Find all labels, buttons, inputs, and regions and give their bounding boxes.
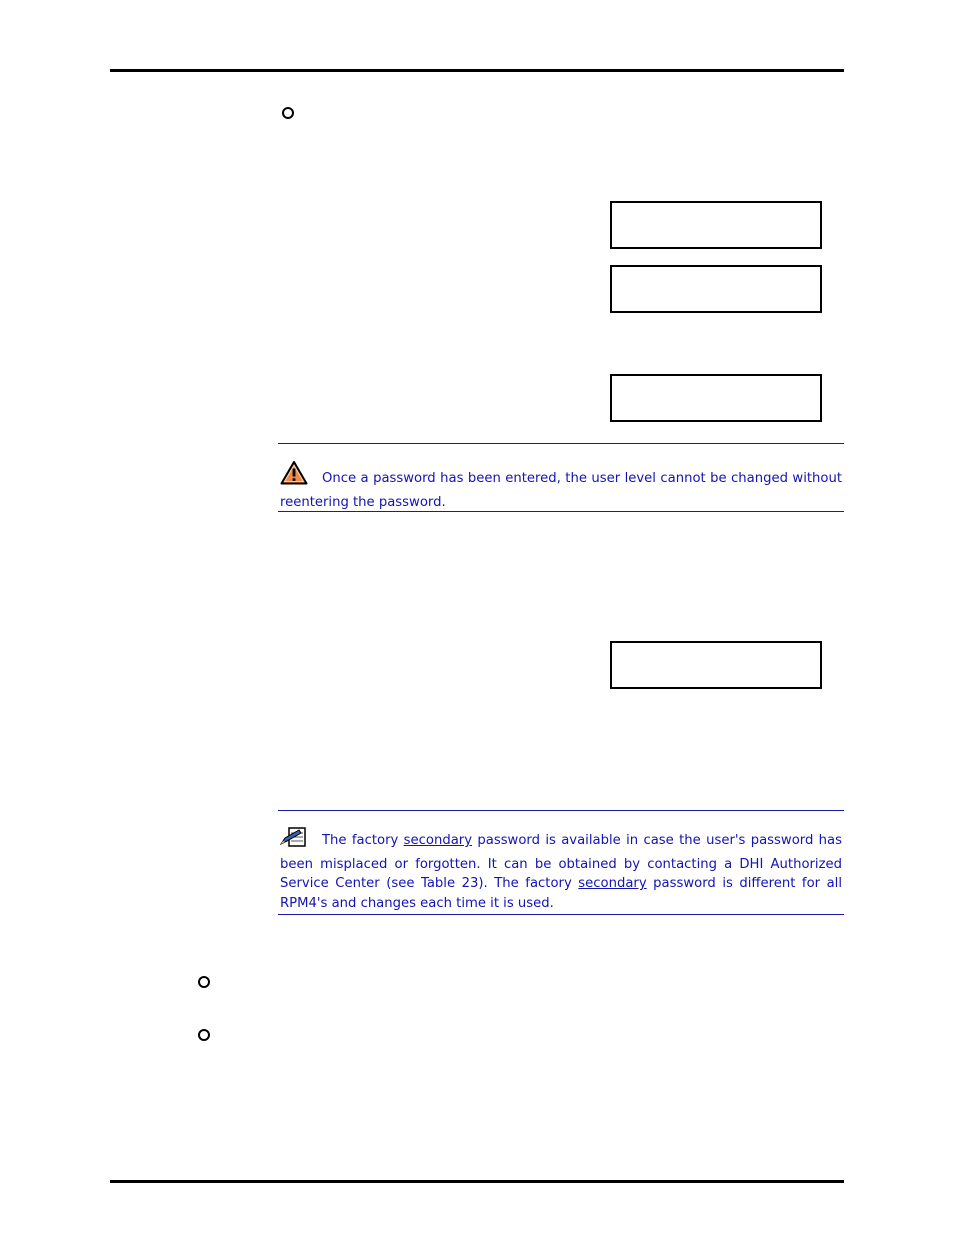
- bullet-icon: [198, 976, 210, 988]
- caution-triangle-icon: [280, 460, 308, 493]
- caution-note-paragraph: [278, 460, 844, 512]
- caution-note: [278, 443, 844, 512]
- info-note-text-1: The factory: [322, 833, 404, 848]
- header-rule: [110, 69, 844, 72]
- bullet-icon: [282, 107, 294, 119]
- info-note-text-3: password is different for all RPM4's and changes each time it is used.: [280, 876, 842, 911]
- info-note: [278, 810, 844, 915]
- display-screen-3: [610, 374, 822, 422]
- notepad-pencil-icon: [280, 826, 308, 855]
- info-note-emphasis-1: secondary: [403, 833, 473, 848]
- display-screen-4: [610, 641, 822, 689]
- display-screen-1: [610, 201, 822, 249]
- info-note-paragraph: [278, 826, 844, 913]
- info-note-text-2: password is available in case the user's password has been misplaced or forgotten. It can be obtained by contacting a DHI Authorized Service Center (see Table 23). The factory: [280, 833, 842, 891]
- info-note-emphasis-2: secondary: [578, 876, 647, 891]
- bullet-icon: [198, 1029, 210, 1041]
- caution-note-text: Once a password has been entered, the user level cannot be changed without reentering the password.: [280, 471, 842, 510]
- footer-rule: [110, 1180, 844, 1183]
- display-screen-2: [610, 265, 822, 313]
